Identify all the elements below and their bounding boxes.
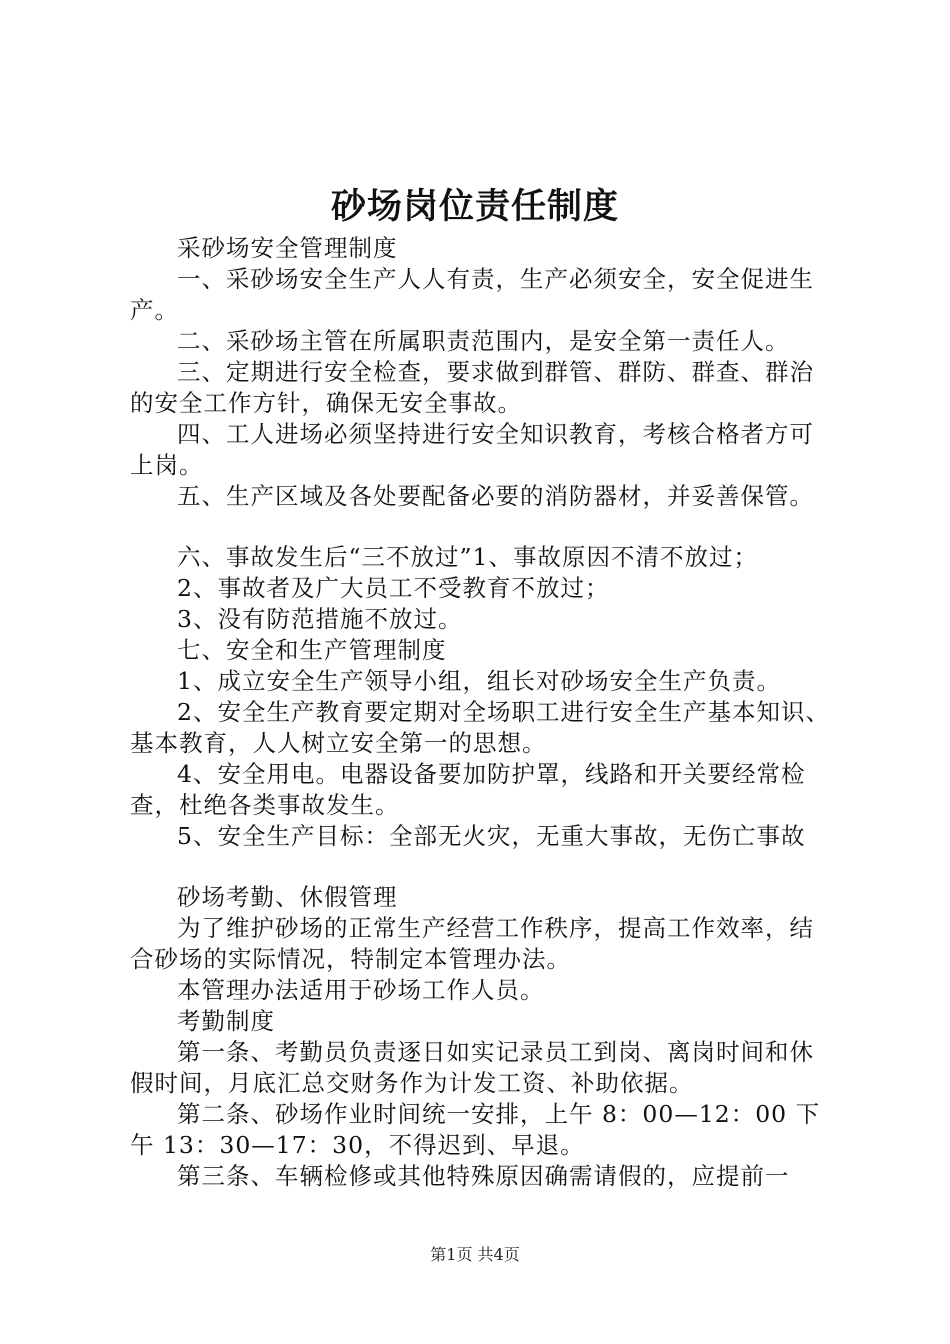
paragraph-article-3: 第三条、车辆检修或其他特殊原因确需请假的，应提前一: [177, 1162, 790, 1190]
paragraph-rule-4: 四、工人进场必须坚持进行安全知识教育，考核合格者方可上岗。: [130, 420, 814, 479]
paragraph-rule-6: 六、事故发生后“三不放过”1、事故原因不清不放过；: [177, 543, 758, 571]
paragraph-heading-attendance-rules: 考勤制度: [177, 1007, 275, 1035]
paragraph-rule-5: 五、生产区域及各处要配备必要的消防器材，并妥善保管。: [177, 482, 814, 510]
document-body: [130, 233, 838, 1192]
paragraph-rule-6-3: 3、没有防范措施不放过。: [177, 605, 463, 633]
paragraph-rule-6-2: 2、事故者及广大员工不受教育不放过；: [177, 574, 610, 602]
paragraph-attendance-intro: 为了维护砂场的正常生产经营工作秩序，提高工作效率，结合砂场的实际情况，特制定本管理办法。: [130, 914, 814, 973]
paragraph-rule-7-5: 5、安全生产目标：全部无火灾，无重大事故，无伤亡事故: [177, 822, 806, 850]
paragraph-rule-1: 一、采砂场安全生产人人有责，生产必须安全，安全促进生产。: [130, 265, 814, 324]
blank-line: [130, 852, 838, 882]
paragraph-rule-7-2: 2、安全生产教育要定期对全场职工进行安全生产基本知识、基本教育，人人树立安全第一的思想。: [130, 698, 830, 757]
paragraph-rule-3: 三、定期进行安全检查，要求做到群管、群防、群查、群治的安全工作方针，确保无安全事故。: [130, 358, 814, 417]
paragraph-heading-safety: 采砂场安全管理制度: [177, 234, 398, 262]
paragraph-article-2: 第二条、砂场作业时间统一安排，上午 8：00—12：00 下午 13：30—17：30，不得迟到、早退。: [130, 1100, 821, 1159]
paragraph-rule-2: 二、采砂场主管在所属职责范围内，是安全第一责任人。: [177, 327, 790, 355]
blank-line: [130, 512, 838, 542]
document-title: 砂场岗位责任制度: [330, 186, 619, 227]
paragraph-attendance-scope: 本管理办法适用于砂场工作人员。: [177, 976, 545, 1004]
paragraph-rule-7: 七、安全和生产管理制度: [177, 636, 447, 664]
paragraph-heading-attendance: 砂场考勤、休假管理: [177, 883, 398, 911]
page-footer: 第1页 共4页: [430, 1245, 520, 1264]
paragraph-rule-7-1: 1、成立安全生产领导小组，组长对砂场安全生产负责。: [177, 667, 781, 695]
paragraph-article-1: 第一条、考勤员负责逐日如实记录员工到岗、离岗时间和休假时间，月底汇总交财务作为计发工资、补助依据。: [130, 1038, 814, 1097]
paragraph-rule-7-4: 4、安全用电。电器设备要加防护罩，线路和开关要经常检查，杜绝各类事故发生。: [130, 760, 806, 819]
